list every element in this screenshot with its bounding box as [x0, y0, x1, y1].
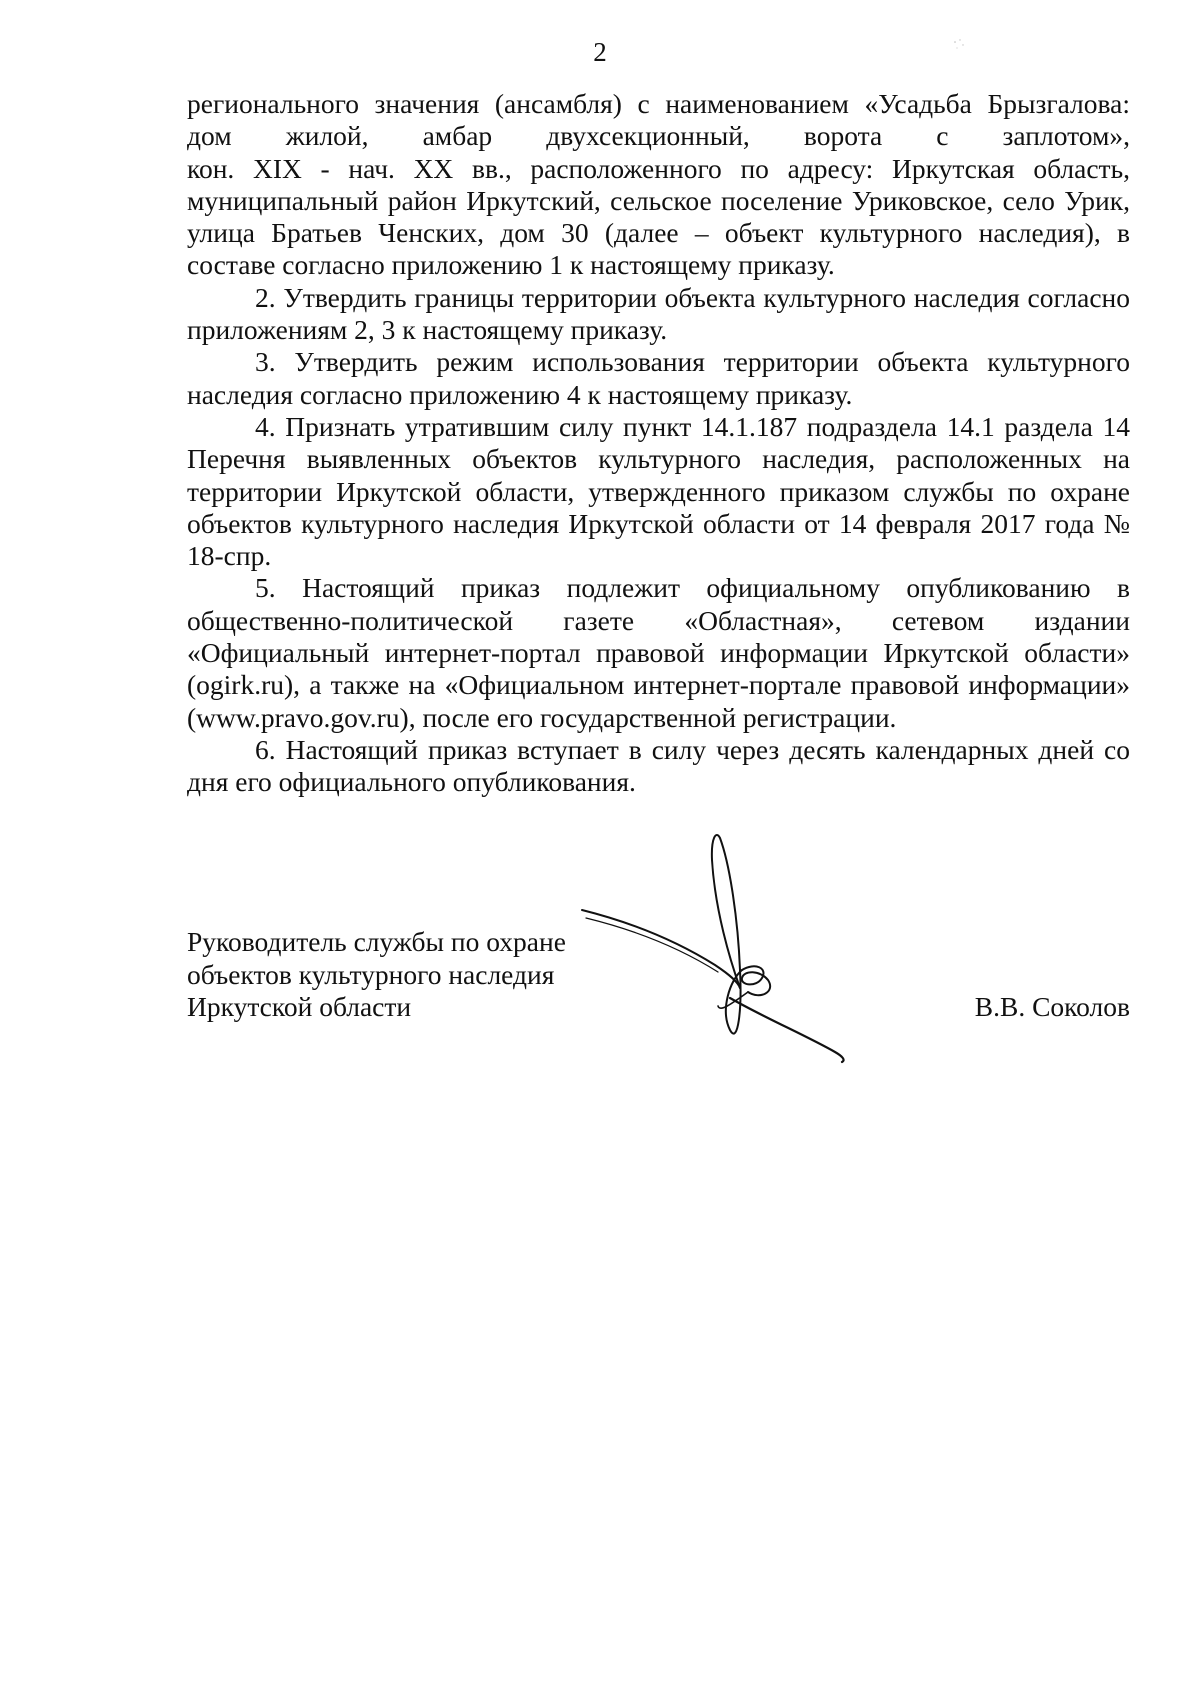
signatory-title-line-1: Руководитель службы по охране [187, 926, 566, 957]
signatory-title-line-2: объектов культурного наследия [187, 958, 555, 990]
signature-block [187, 926, 1130, 1036]
paragraph-6: 6. Настоящий приказ вступает в силу через десять календарных дней со дня его официального опубликования. [187, 733, 1130, 798]
paragraph-1-line-1: регионального значения (ансамбля) с наименованием «Усадьба Брызгалова: [187, 88, 1130, 119]
signatory-title [187, 926, 566, 1024]
page-number: 2 [593, 37, 607, 67]
signatory-title-line-3: Иркутской области [187, 991, 412, 1022]
paragraph-1 [187, 88, 1130, 282]
paragraph-2: 2. Утвердить границы территории объекта культурного наследия согласно приложениям 2, 3 к настоящему приказу. [187, 281, 1130, 346]
paragraph-3: 3. Утвердить режим использования территории объекта культурного наследия согласно приложению 4 к настоящему приказу. [187, 346, 1130, 410]
document-body [187, 88, 1130, 799]
paragraph-1-rest: кон. XIX - нач. XX вв., расположенного по адресу: Иркутская область, муниципальный район Иркутский, сельское поселение Уриковское, село Урик, улица Братьев Ченских, дом 30 (далее – объект культурного наследия), в составе согласно приложению 1 к настоящему приказу. [187, 152, 1130, 281]
paragraph-4: 4. Признать утратившим силу пункт 14.1.187 подраздела 14.1 раздела 14 Перечня выявленных объектов культурного наследия, расположенных на территории Иркутской области, утвержденного приказом службы по охране объектов культурного наследия Иркутской области от 14 февраля 2017 года № 18-спр. [187, 410, 1130, 572]
paragraph-5: 5. Настоящий приказ подлежит официальному опубликованию в общественно-политической газете «Областная», сетевом издании «Официальный интернет-портал правовой информации Иркутской области» (ogirk.ru), а также на «Официальном интернет-портале правовой информации» (www.pravo.gov.ru), после его государственной регистрации. [187, 572, 1130, 733]
scan-speck [950, 36, 968, 54]
paragraph-1-line-2: дом жилой, амбар двухсекционный, ворота с заплотом», [187, 120, 1130, 152]
signatory-name: В.В. Соколов [974, 991, 1130, 1022]
